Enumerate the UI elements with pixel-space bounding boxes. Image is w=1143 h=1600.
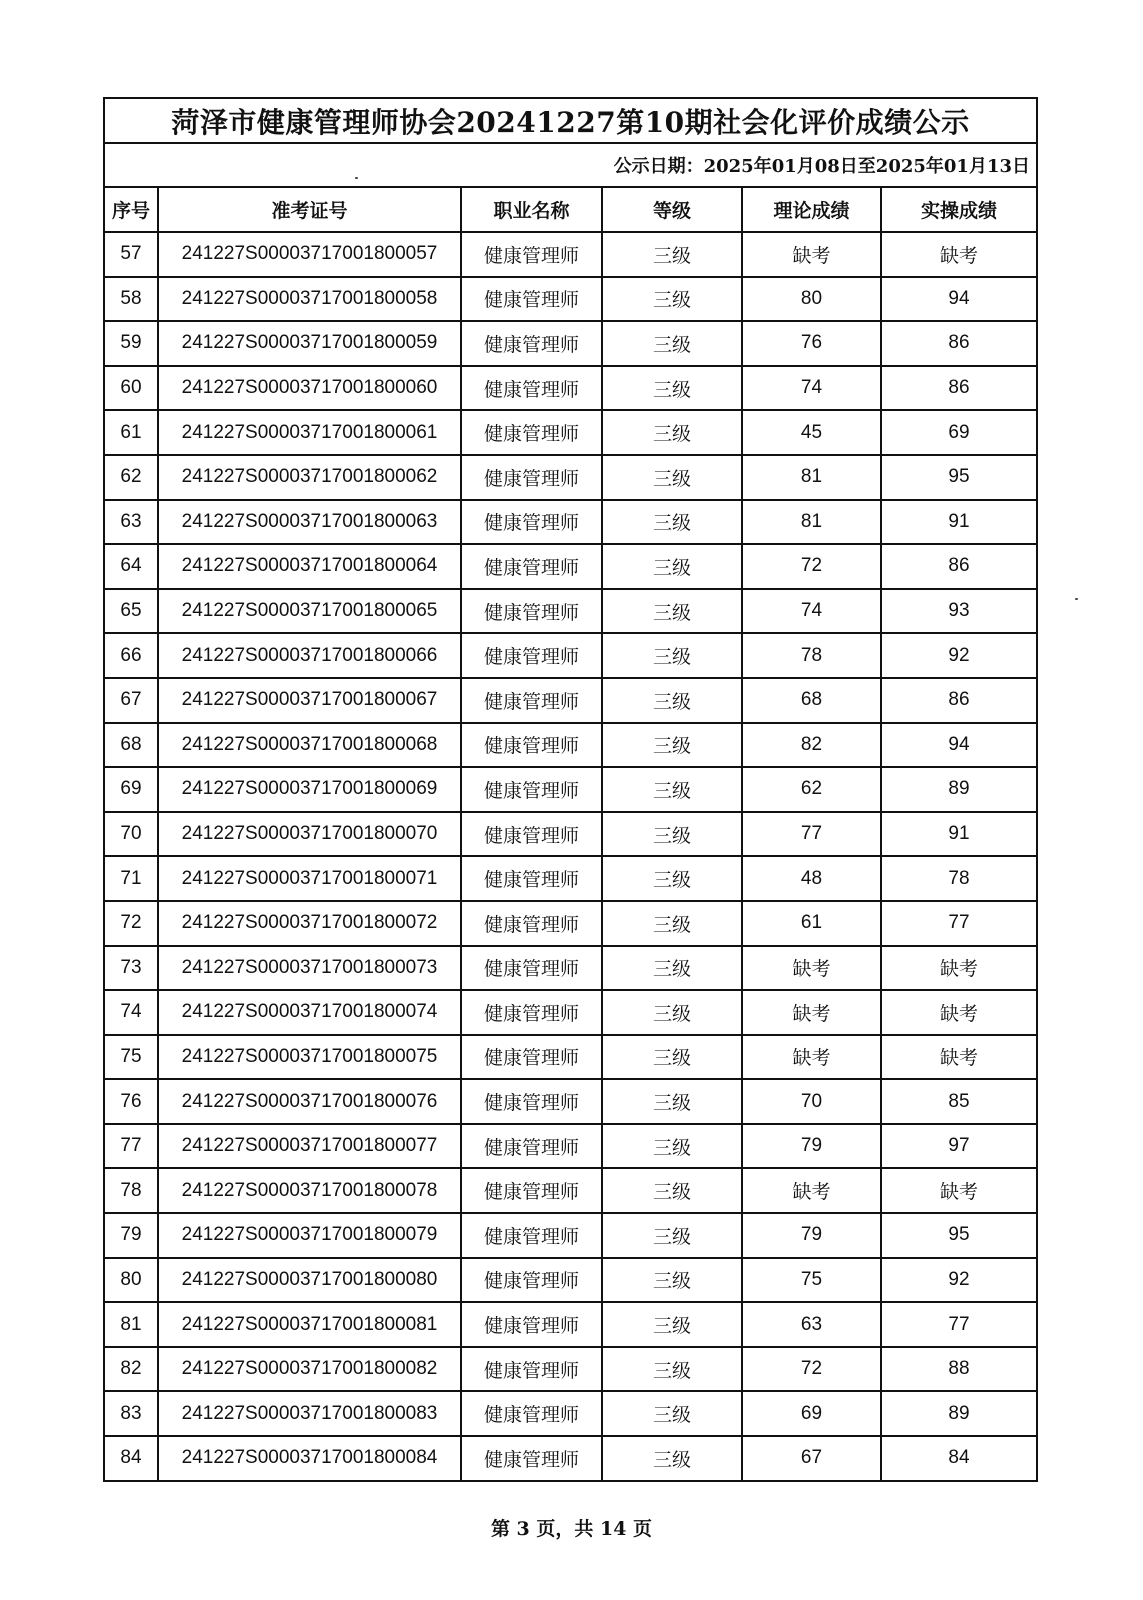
exam-number-cell: 241227S00003717001800064 [158,544,461,589]
theory-score-cell: 缺考 [742,1168,881,1213]
seq-cell: 64 [105,544,158,589]
scan-speck [1075,598,1078,600]
theory-score-cell: 缺考 [742,990,881,1035]
level-cell: 三级 [602,1436,742,1480]
seq-cell: 83 [105,1391,158,1436]
practical-score-cell: 缺考 [881,1035,1036,1080]
seq-cell: 68 [105,723,158,768]
practical-score-cell: 94 [881,277,1036,322]
seq-cell: 77 [105,1124,158,1169]
practical-score-cell: 88 [881,1347,1036,1392]
table-row [105,455,1036,500]
occupation-cell: 健康管理师 [461,366,602,411]
exam-number-cell: 241227S00003717001800072 [158,901,461,946]
occupation-cell: 健康管理师 [461,1168,602,1213]
seq-cell: 79 [105,1213,158,1258]
practical-score-cell: 91 [881,500,1036,545]
level-cell: 三级 [602,410,742,455]
practical-score-cell: 缺考 [881,1168,1036,1213]
occupation-cell: 健康管理师 [461,321,602,366]
occupation-cell: 健康管理师 [461,1347,602,1392]
seq-cell: 58 [105,277,158,322]
occupation-cell: 健康管理师 [461,589,602,634]
table-row [105,990,1036,1035]
practical-score-cell: 缺考 [881,232,1036,277]
practical-score-cell: 69 [881,410,1036,455]
level-cell: 三级 [602,1258,742,1303]
publish-period: 公示日期：2025年01月08日至2025年01月13日 [105,144,1036,188]
score-announcement-sheet [103,97,1038,1482]
level-cell: 三级 [602,1391,742,1436]
occupation-cell: 健康管理师 [461,990,602,1035]
practical-score-cell: 92 [881,633,1036,678]
exam-number-cell: 241227S00003717001800076 [158,1079,461,1124]
practical-score-cell: 89 [881,767,1036,812]
level-cell: 三级 [602,946,742,991]
table-row [105,589,1036,634]
theory-score-cell: 79 [742,1124,881,1169]
theory-score-cell: 63 [742,1302,881,1347]
table-row [105,678,1036,723]
seq-cell: 62 [105,455,158,500]
seq-cell: 81 [105,1302,158,1347]
seq-cell: 72 [105,901,158,946]
level-cell: 三级 [602,767,742,812]
exam-number-cell: 241227S00003717001800077 [158,1124,461,1169]
exam-number-cell: 241227S00003717001800065 [158,589,461,634]
exam-number-cell: 241227S00003717001800060 [158,366,461,411]
practical-score-cell: 92 [881,1258,1036,1303]
document-title: 菏泽市健康管理师协会20241227第10期社会化评价成绩公示 [105,99,1036,144]
level-cell: 三级 [602,1168,742,1213]
level-cell: 三级 [602,723,742,768]
theory-score-cell: 74 [742,589,881,634]
theory-score-cell: 75 [742,1258,881,1303]
table-row [105,277,1036,322]
exam-number-cell: 241227S00003717001800069 [158,767,461,812]
theory-score-cell: 80 [742,277,881,322]
practical-score-cell: 缺考 [881,946,1036,991]
occupation-cell: 健康管理师 [461,1391,602,1436]
table-row [105,1347,1036,1392]
theory-score-cell: 45 [742,410,881,455]
seq-cell: 73 [105,946,158,991]
level-cell: 三级 [602,277,742,322]
seq-cell: 71 [105,856,158,901]
exam-number-cell: 241227S00003717001800058 [158,277,461,322]
practical-score-cell: 91 [881,812,1036,857]
occupation-cell: 健康管理师 [461,1302,602,1347]
seq-cell: 67 [105,678,158,723]
table-row [105,1436,1036,1480]
occupation-cell: 健康管理师 [461,277,602,322]
theory-score-cell: 82 [742,723,881,768]
practical-score-cell: 95 [881,1213,1036,1258]
level-cell: 三级 [602,455,742,500]
occupation-cell: 健康管理师 [461,455,602,500]
practical-score-cell: 86 [881,678,1036,723]
exam-number-cell: 241227S00003717001800059 [158,321,461,366]
seq-cell: 80 [105,1258,158,1303]
exam-number-cell: 241227S00003717001800080 [158,1258,461,1303]
scan-speck [355,177,358,179]
level-cell: 三级 [602,856,742,901]
table-row [105,321,1036,366]
theory-score-cell: 缺考 [742,1035,881,1080]
theory-score-cell: 68 [742,678,881,723]
theory-score-cell: 74 [742,366,881,411]
table-row [105,901,1036,946]
table-row [105,1258,1036,1303]
level-cell: 三级 [602,1124,742,1169]
theory-score-cell: 77 [742,812,881,857]
exam-number-cell: 241227S00003717001800063 [158,500,461,545]
page-footer: 第 3 页，共 14 页 [490,1518,653,1540]
practical-score-cell: 78 [881,856,1036,901]
theory-score-cell: 81 [742,455,881,500]
level-cell: 三级 [602,544,742,589]
level-cell: 三级 [602,1213,742,1258]
occupation-cell: 健康管理师 [461,678,602,723]
seq-cell: 66 [105,633,158,678]
seq-cell: 70 [105,812,158,857]
exam-number-cell: 241227S00003717001800079 [158,1213,461,1258]
theory-score-cell: 69 [742,1391,881,1436]
practical-score-cell: 95 [881,455,1036,500]
practical-score-cell: 77 [881,901,1036,946]
level-cell: 三级 [602,1302,742,1347]
theory-score-cell: 76 [742,321,881,366]
practical-score-cell: 86 [881,366,1036,411]
practical-score-cell: 89 [881,1391,1036,1436]
occupation-cell: 健康管理师 [461,812,602,857]
theory-score-cell: 78 [742,633,881,678]
practical-score-cell: 85 [881,1079,1036,1124]
theory-score-cell: 72 [742,544,881,589]
exam-number-cell: 241227S00003717001800083 [158,1391,461,1436]
exam-number-cell: 241227S00003717001800066 [158,633,461,678]
occupation-cell: 健康管理师 [461,1436,602,1480]
practical-score-cell: 缺考 [881,990,1036,1035]
seq-cell: 74 [105,990,158,1035]
level-cell: 三级 [602,1079,742,1124]
table-row [105,366,1036,411]
level-cell: 三级 [602,633,742,678]
table-row [105,1124,1036,1169]
table-row [105,1035,1036,1080]
level-cell: 三级 [602,232,742,277]
seq-cell: 61 [105,410,158,455]
theory-score-cell: 67 [742,1436,881,1480]
header-theory-score: 理论成绩 [742,188,881,232]
occupation-cell: 健康管理师 [461,500,602,545]
table-row [105,500,1036,545]
occupation-cell: 健康管理师 [461,946,602,991]
theory-score-cell: 70 [742,1079,881,1124]
table-header-row [105,188,1036,232]
table-row [105,410,1036,455]
seq-cell: 84 [105,1436,158,1480]
practical-score-cell: 97 [881,1124,1036,1169]
header-practical-score: 实操成绩 [881,188,1036,232]
theory-score-cell: 79 [742,1213,881,1258]
table-row [105,812,1036,857]
level-cell: 三级 [602,812,742,857]
exam-number-cell: 241227S00003717001800078 [158,1168,461,1213]
seq-cell: 76 [105,1079,158,1124]
level-cell: 三级 [602,990,742,1035]
seq-cell: 57 [105,232,158,277]
seq-cell: 63 [105,500,158,545]
exam-number-cell: 241227S00003717001800067 [158,678,461,723]
seq-cell: 75 [105,1035,158,1080]
occupation-cell: 健康管理师 [461,1079,602,1124]
table-row [105,946,1036,991]
level-cell: 三级 [602,366,742,411]
seq-cell: 60 [105,366,158,411]
practical-score-cell: 77 [881,1302,1036,1347]
table-row [105,544,1036,589]
header-exam-number: 准考证号 [158,188,461,232]
level-cell: 三级 [602,500,742,545]
level-cell: 三级 [602,321,742,366]
exam-number-cell: 241227S00003717001800071 [158,856,461,901]
exam-number-cell: 241227S00003717001800057 [158,232,461,277]
practical-score-cell: 86 [881,321,1036,366]
occupation-cell: 健康管理师 [461,633,602,678]
exam-number-cell: 241227S00003717001800075 [158,1035,461,1080]
practical-score-cell: 93 [881,589,1036,634]
occupation-cell: 健康管理师 [461,1035,602,1080]
table-row [105,767,1036,812]
exam-number-cell: 241227S00003717001800084 [158,1436,461,1480]
table-row [105,1213,1036,1258]
occupation-cell: 健康管理师 [461,1213,602,1258]
seq-cell: 65 [105,589,158,634]
theory-score-cell: 81 [742,500,881,545]
exam-number-cell: 241227S00003717001800073 [158,946,461,991]
level-cell: 三级 [602,678,742,723]
exam-number-cell: 241227S00003717001800061 [158,410,461,455]
theory-score-cell: 62 [742,767,881,812]
score-table [105,188,1036,1480]
exam-number-cell: 241227S00003717001800070 [158,812,461,857]
level-cell: 三级 [602,589,742,634]
header-level: 等级 [602,188,742,232]
theory-score-cell: 48 [742,856,881,901]
header-seq: 序号 [105,188,158,232]
practical-score-cell: 84 [948,1447,970,1469]
seq-cell: 78 [105,1168,158,1213]
exam-number-cell: 241227S00003717001800082 [158,1347,461,1392]
theory-score-cell: 缺考 [742,232,881,277]
seq-cell: 69 [105,767,158,812]
occupation-cell: 健康管理师 [461,544,602,589]
table-body [105,232,1036,1480]
table-row [105,856,1036,901]
practical-score-cell: 86 [881,544,1036,589]
level-cell: 三级 [602,1035,742,1080]
occupation-cell: 健康管理师 [461,723,602,768]
level-cell: 三级 [602,901,742,946]
seq-cell: 82 [105,1347,158,1392]
table-row [105,1168,1036,1213]
occupation-cell: 健康管理师 [461,1258,602,1303]
occupation-cell: 健康管理师 [461,232,602,277]
theory-score-cell: 72 [742,1347,881,1392]
table-row [105,1391,1036,1436]
theory-score-cell: 61 [742,901,881,946]
occupation-cell: 健康管理师 [461,410,602,455]
header-occupation: 职业名称 [461,188,602,232]
occupation-cell: 健康管理师 [461,767,602,812]
seq-cell: 59 [105,321,158,366]
exam-number-cell: 241227S00003717001800074 [158,990,461,1035]
level-cell: 三级 [602,1347,742,1392]
occupation-cell: 健康管理师 [461,1124,602,1169]
occupation-cell: 健康管理师 [461,901,602,946]
exam-number-cell: 241227S00003717001800081 [158,1302,461,1347]
occupation-cell: 健康管理师 [461,856,602,901]
table-row [105,232,1036,277]
table-row [105,1302,1036,1347]
table-row [105,633,1036,678]
table-row [105,723,1036,768]
exam-number-cell: 241227S00003717001800062 [158,455,461,500]
table-row [105,1079,1036,1124]
practical-score-cell: 94 [881,723,1036,768]
exam-number-cell: 241227S00003717001800068 [158,723,461,768]
theory-score-cell: 缺考 [742,946,881,991]
